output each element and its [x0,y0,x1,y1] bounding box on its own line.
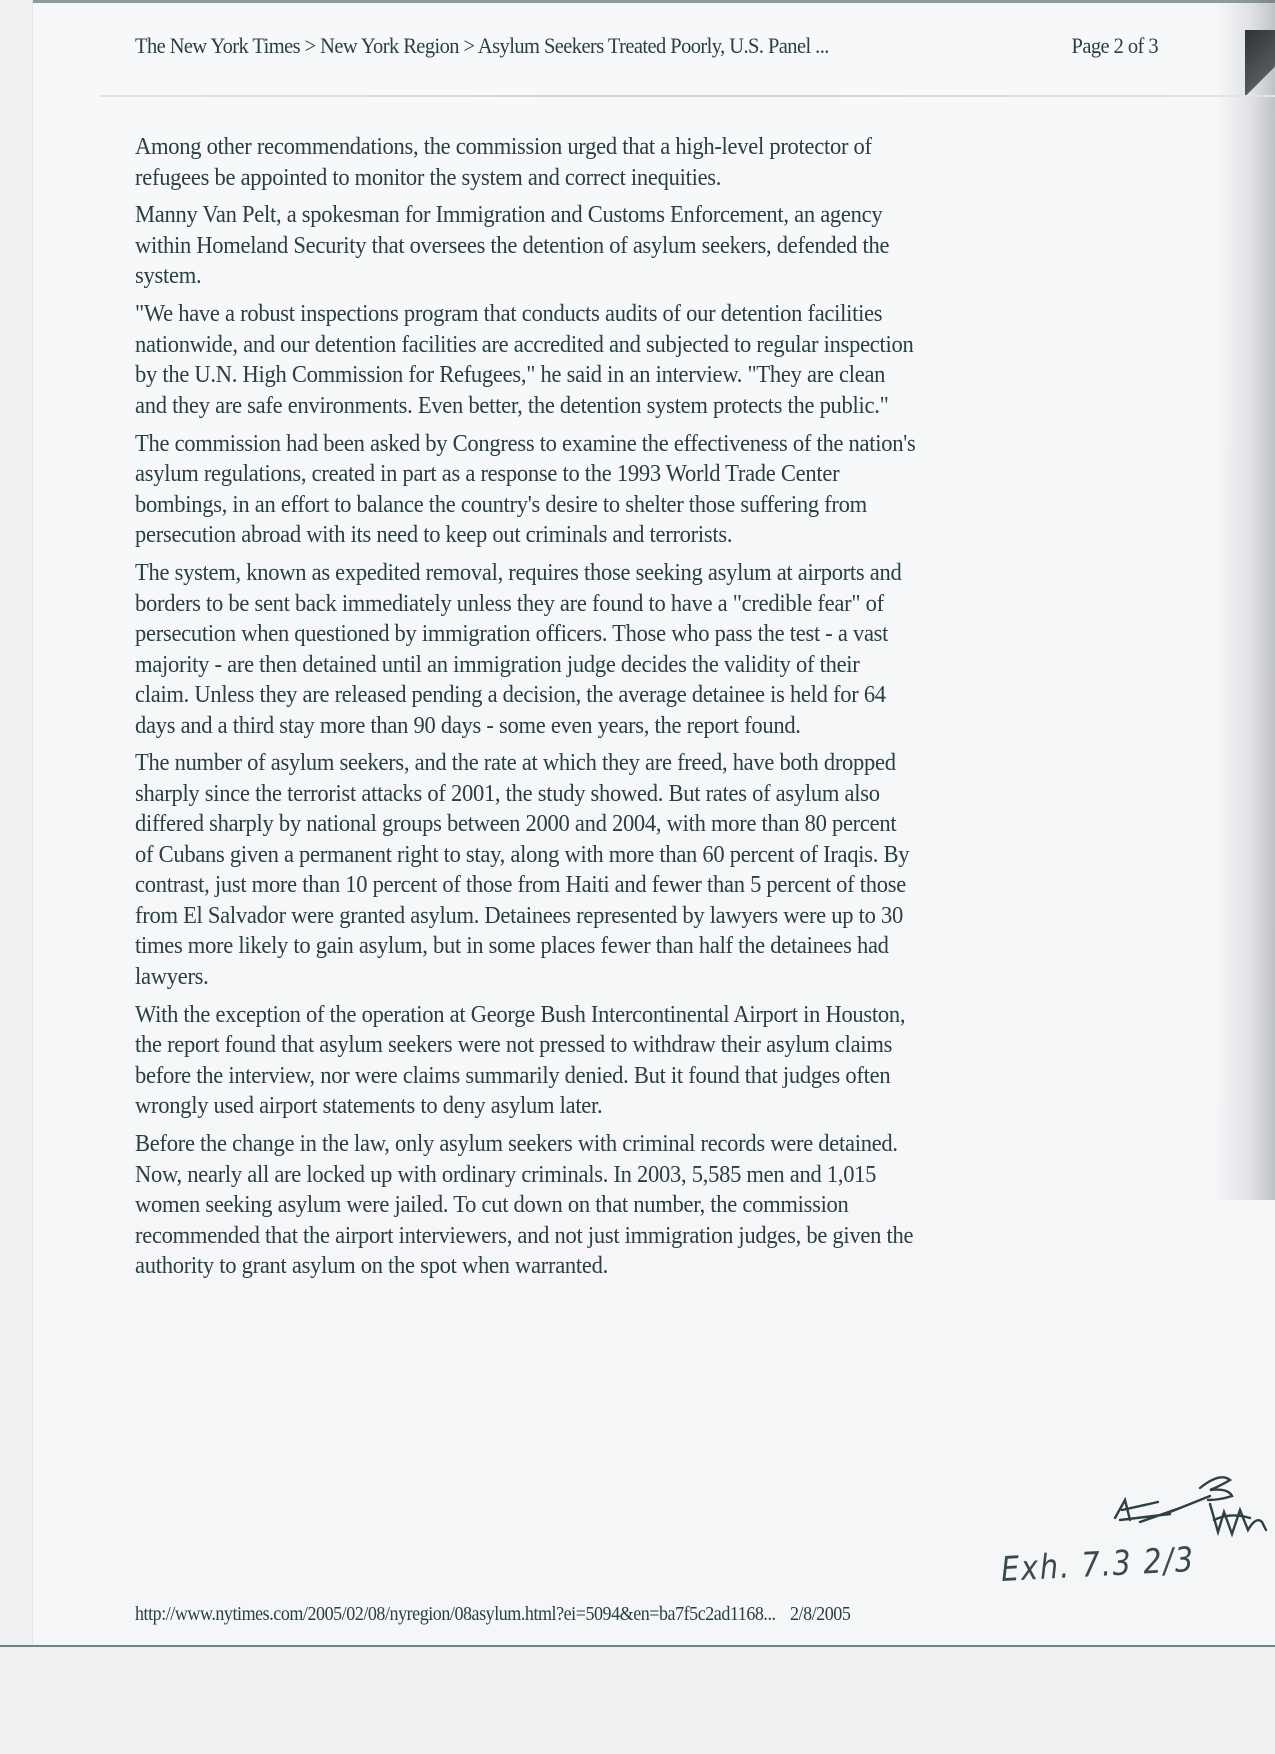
text-line: of Cubans given a permanent right to stay, along with more than 60 percent of Iraqis. By [135,840,910,868]
folded-corner [1245,30,1275,110]
article-paragraph [135,558,1255,741]
text-line: before the interview, nor were claims summarily denied. But it found that judges often [135,1061,891,1089]
text-line: differed sharply by national groups between 2000 and 2004, with more than 80 percent [135,810,897,838]
article-body [135,132,1255,1289]
text-line: sharply since the terrorist attacks of 2001, the study showed. But rates of asylum also [135,779,880,807]
text-line: Before the change in the law, only asylum seekers with criminal records were detained. [135,1130,898,1158]
text-line: bombings, in an effort to balance the country's desire to shelter those suffering from [135,490,867,518]
article-paragraph [135,1000,1255,1122]
text-line: The system, known as expedited removal, requires those seeking asylum at airports and [135,559,902,587]
text-line: The commission had been asked by Congress to examine the effectiveness of the nation's [135,429,916,457]
text-line: and they are safe environments. Even better, the detention system protects the public." [135,391,889,419]
text-line: the report found that asylum seekers were not pressed to withdraw their asylum claims [135,1031,893,1059]
text-line: "We have a robust inspections program that conducts audits of our detention facilities [135,300,883,328]
text-line: system. [135,262,202,290]
text-line: recommended that the airport interviewers, and not just immigration judges, be given the [135,1221,914,1249]
article-paragraph [135,299,1255,421]
text-line: majority - are then detained until an immigration judge decides the validity of their [135,650,860,678]
header-divider [100,95,1275,97]
article-paragraph [135,132,1255,193]
text-line: The number of asylum seekers, and the rate at which they are freed, have both dropped [135,749,896,777]
text-line: borders to be sent back immediately unless they are found to have a "credible fear" of [135,589,884,617]
text-line: refugees be appointed to monitor the system and correct inequities. [135,163,722,191]
text-line: contrast, just more than 10 percent of those from Haiti and fewer than 5 percent of those [135,871,906,899]
text-line: by the U.N. High Commission for Refugees," he said in an interview. "They are clean [135,361,886,389]
scan-top-edge [0,0,1275,3]
text-line: Now, nearly all are locked up with ordinary criminals. In 2003, 5,585 men and 1,015 [135,1160,877,1188]
footer-url-line [135,1603,850,1626]
text-line: times more likely to gain asylum, but in some places fewer than half the detainees had [135,932,889,960]
signature-icon [1110,1460,1270,1540]
text-line: lawyers. [135,962,209,990]
scan-left-margin [0,0,33,1754]
text-line: within Homeland Security that oversees the detention of asylum seekers, defended the [135,231,890,259]
text-line: nationwide, and our detention facilities are accredited and subjected to regular inspection [135,330,914,358]
text-line: Manny Van Pelt, a spokesman for Immigration and Customs Enforcement, an agency [135,201,883,229]
breadcrumb: The New York Times > New York Region > Asylum Seekers Treated Poorly, U.S. Panel ... [135,33,829,58]
text-line: asylum regulations, created in part as a response to the 1993 World Trade Center [135,460,840,488]
text-line: wrongly used airport statements to deny asylum later. [135,1092,603,1120]
print-date: 2/8/2005 [789,1603,851,1625]
article-paragraph [135,429,1255,551]
text-line: Among other recommendations, the commission urged that a high-level protector of [135,133,872,160]
page-indicator: Page 2 of 3 [1071,33,1158,58]
text-line: persecution when questioned by immigration officers. Those who pass the test - a vast [135,620,889,648]
print-header [135,33,1158,61]
article-paragraph [135,1129,1255,1282]
text-line: claim. Unless they are released pending a decision, the average detainee is held for 64 [135,681,886,709]
exhibit-label: Exh. 7.3 2/3 [1000,1539,1196,1590]
scanner-bed [0,1647,1275,1754]
source-url[interactable]: http://www.nytimes.com/2005/02/08/nyregion/08asylum.html?ei=5094&en=ba7f5c2ad1168... [135,1603,776,1625]
text-line: With the exception of the operation at George Bush Intercontinental Airport in Houston, [135,1000,906,1028]
text-line: women seeking asylum were jailed. To cut down on that number, the commission [135,1191,849,1219]
text-line: days and a third stay more than 90 days - some even years, the report found. [135,711,801,739]
article-paragraph [135,748,1255,992]
text-line: persecution abroad with its need to keep out criminals and terrorists. [135,521,733,549]
text-line: authority to grant asylum on the spot when warranted. [135,1252,609,1280]
text-line: from El Salvador were granted asylum. Detainees represented by lawyers were up to 30 [135,901,903,929]
article-paragraph [135,200,1255,292]
